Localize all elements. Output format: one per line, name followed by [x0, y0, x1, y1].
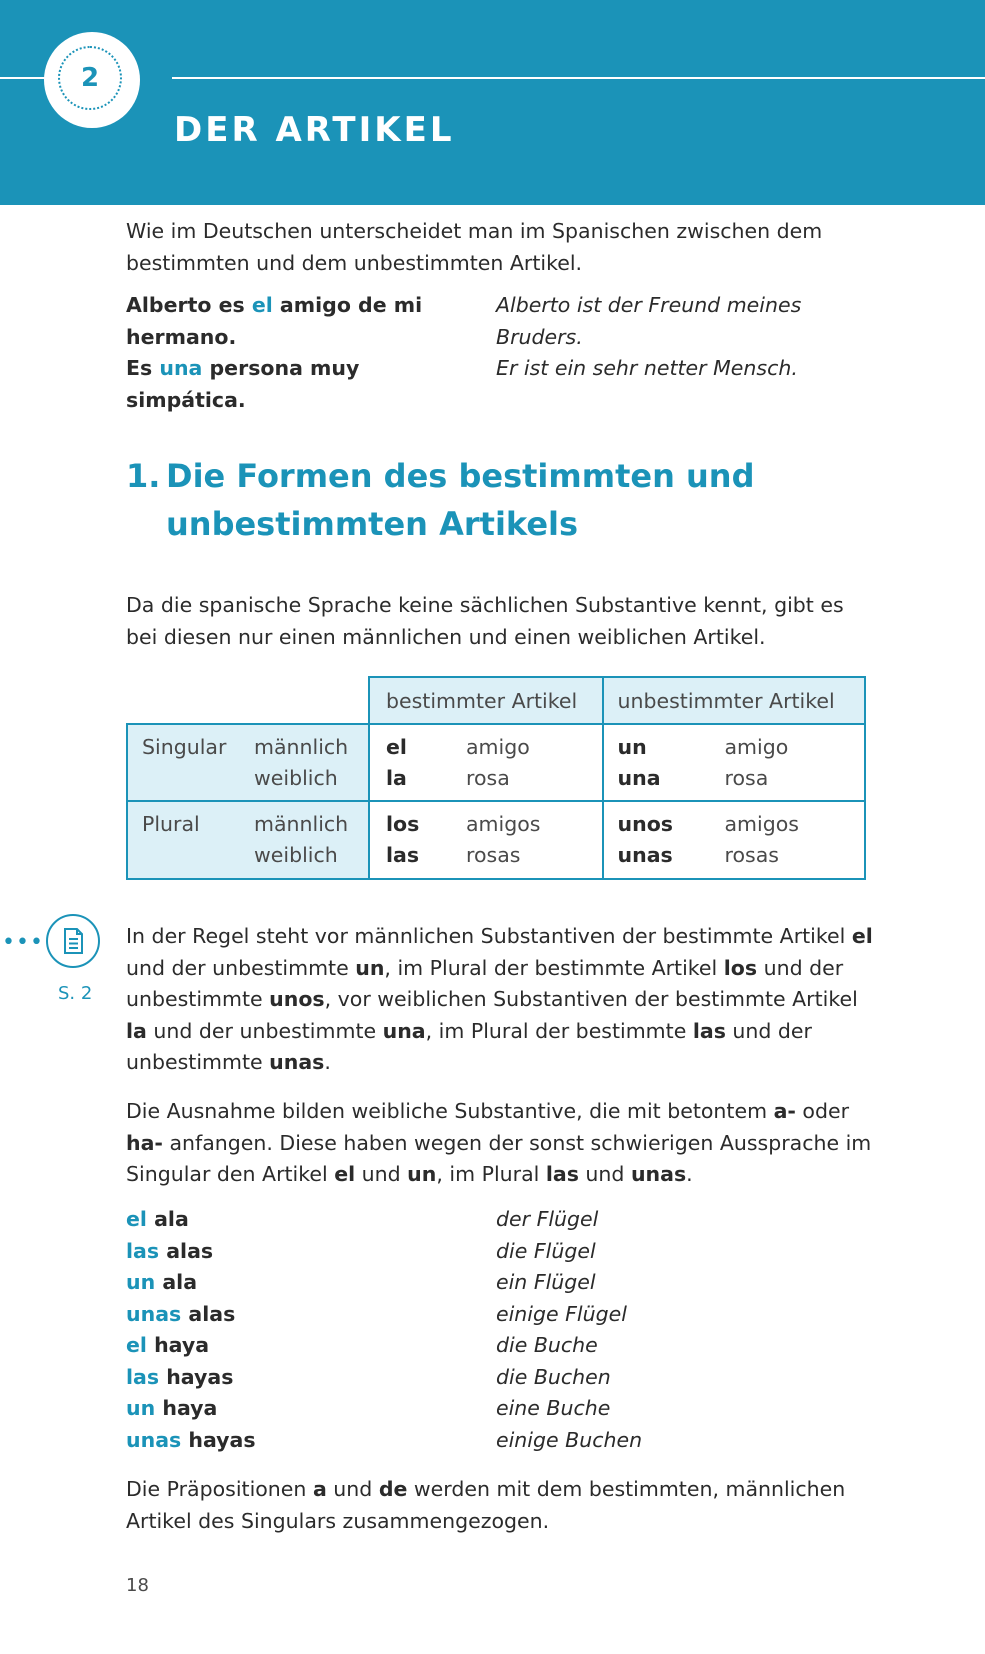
article-word: unas — [126, 1301, 182, 1326]
chapter-title: DER ARTIKEL — [174, 110, 455, 150]
bold-term: a — [312, 1477, 327, 1501]
table-header-indefinite — [602, 676, 867, 725]
article-word: el — [126, 1207, 147, 1231]
page-number: 18 — [126, 1575, 149, 1596]
list-item — [126, 1299, 886, 1331]
spanish-phrase — [126, 1267, 197, 1299]
german-translation: die Buchen — [496, 1364, 611, 1389]
chapter-number: 2 — [58, 46, 122, 110]
example-es-2-part: Es — [126, 356, 160, 380]
article-word: un — [126, 1270, 156, 1294]
bold-term: las — [545, 1162, 579, 1186]
example-de-2: Er ist ein sehr netter Mensch. — [496, 356, 798, 380]
chapter-header — [0, 0, 985, 205]
bold-term: el — [334, 1162, 356, 1186]
text-run: und der unbestimmte — [126, 955, 356, 980]
text-run: , im Plural der bestimmte — [425, 1018, 693, 1043]
text-run: , vor weiblichen Substantiven der bestimmte Artikel — [324, 987, 858, 1011]
noun-word: rosas — [466, 843, 521, 867]
list-item — [126, 1204, 886, 1236]
article-word: un — [126, 1396, 156, 1420]
bold-article: los — [723, 955, 758, 980]
german-translation: die Buche — [496, 1333, 598, 1357]
noun-word: rosa — [466, 765, 510, 790]
table-row-singular-indefinite — [602, 723, 867, 803]
bold-term: unas — [630, 1162, 687, 1186]
text-run: . — [324, 1050, 331, 1074]
example-es-1 — [126, 290, 466, 353]
noun-word: haya — [162, 1396, 218, 1420]
bold-article: un — [355, 955, 385, 980]
bold-article: la — [126, 1018, 147, 1043]
table-row-plural-definite — [368, 800, 604, 880]
list-item — [126, 1362, 886, 1394]
bold-term: a- — [773, 1099, 796, 1123]
noun-word: amigos — [466, 812, 541, 836]
article-word: los — [386, 812, 420, 836]
article-word: una — [617, 765, 661, 790]
text-run: und der unbestimmte — [146, 1018, 383, 1043]
german-translation: der Flügel — [496, 1207, 599, 1231]
gender-label: männlich — [254, 812, 349, 836]
bold-article: el — [851, 924, 873, 948]
table-row-singular-label — [126, 723, 371, 803]
text-run: und der unbestimmte — [126, 1018, 812, 1074]
article-word: unos — [617, 812, 673, 836]
noun-word: amigo — [724, 734, 789, 759]
bold-article: una — [382, 1018, 426, 1043]
number-label: Plural — [142, 812, 200, 836]
gender-label: weiblich — [254, 765, 338, 790]
intro-paragraph: Wie im Deutschen unterscheidet man im Spanischen zwischen dem bestimmten und dem unbestimmten Artikel. — [126, 219, 823, 275]
article-word: las — [386, 843, 420, 867]
list-item — [126, 1330, 886, 1362]
section-number: 1. — [126, 457, 161, 495]
exception-paragraph — [126, 1096, 876, 1191]
example-es-2 — [126, 353, 466, 416]
spanish-phrase — [126, 1299, 235, 1331]
article-table — [126, 676, 866, 883]
table-header-definite — [368, 676, 604, 725]
article-word: el — [126, 1333, 147, 1357]
bold-article: unos — [269, 987, 325, 1011]
text-run: oder — [795, 1099, 850, 1123]
example-word-list — [126, 1204, 886, 1456]
gender-label: weiblich — [254, 843, 338, 867]
list-item — [126, 1267, 886, 1299]
cross-reference-dots: ••• — [2, 930, 44, 955]
spanish-phrase — [126, 1393, 217, 1425]
noun-word: hayas — [166, 1364, 234, 1389]
noun-word: alas — [166, 1238, 214, 1263]
gender-label: männlich — [254, 734, 349, 759]
article-word: el — [386, 734, 407, 759]
german-translation: ein Flügel — [496, 1270, 596, 1294]
text-run: und — [578, 1162, 631, 1186]
list-item — [126, 1425, 886, 1457]
article-word: la — [386, 765, 407, 790]
example-es-2-article: una — [159, 356, 203, 380]
bold-term: un — [407, 1162, 437, 1186]
example-es-1-part: amigo de mi hermano. — [126, 293, 423, 349]
spanish-phrase — [126, 1362, 233, 1394]
text-run: anfangen. Diese haben wegen der sonst schwierigen Aussprache im Singular den Artikel — [126, 1130, 872, 1186]
noun-word: amigos — [724, 812, 799, 836]
text-run: In der Regel steht vor männlichen Substantiven der bestimmte Artikel — [126, 924, 852, 948]
article-word: unas — [617, 843, 673, 867]
section-title: Die Formen des bestimmten und unbestimmten Artikels — [166, 457, 755, 543]
table-header-label: unbestimmter Artikel — [617, 689, 835, 713]
noun-word: ala — [162, 1270, 198, 1294]
noun-word: hayas — [188, 1427, 256, 1452]
example-es-1-article: el — [251, 293, 273, 317]
text-run: und — [355, 1162, 408, 1186]
example-es-1-part: Alberto es — [126, 293, 252, 317]
header-rule-right — [172, 77, 985, 79]
text-run: werden mit dem bestimmten, männlichen Artikel des Singulars zusammengezogen. — [126, 1477, 846, 1533]
noun-word: haya — [154, 1333, 210, 1357]
bold-term: de — [378, 1477, 408, 1501]
section-paragraph: Da die spanische Sprache keine sächlichen Substantive kennt, gibt es bei diesen nur einen männlichen und einen weiblichen Artikel. — [126, 593, 844, 649]
number-label: Singular — [142, 734, 227, 759]
example-es-2-part: persona muy simpática. — [126, 356, 360, 412]
text-run: . — [686, 1162, 693, 1186]
german-translation: einige Flügel — [496, 1301, 627, 1326]
chapter-badge — [44, 32, 140, 128]
closing-paragraph — [126, 1474, 876, 1537]
text-run: und der unbestimmte — [126, 955, 844, 1011]
text-run: Die Präpositionen — [126, 1477, 313, 1501]
noun-word: rosa — [724, 765, 769, 790]
page-reference-link[interactable]: S. 2 — [58, 983, 93, 1004]
document-icon[interactable] — [46, 914, 100, 968]
table-row-plural-indefinite — [602, 800, 867, 880]
text-run: , im Plural — [436, 1162, 546, 1186]
bold-term: ha- — [126, 1130, 163, 1155]
text-run: und — [326, 1477, 379, 1501]
spanish-phrase — [126, 1236, 213, 1268]
example-de-1: Alberto ist der Freund meines Bruders. — [496, 293, 802, 349]
noun-word: alas — [188, 1301, 236, 1326]
spanish-phrase — [126, 1330, 209, 1362]
german-translation: die Flügel — [496, 1238, 596, 1263]
noun-word: amigo — [466, 734, 530, 759]
spanish-phrase — [126, 1425, 256, 1457]
table-header-label: bestimmter Artikel — [386, 689, 578, 713]
text-run: , im Plural der bestimmte Artikel — [384, 955, 724, 980]
table-row-singular-definite — [368, 723, 604, 803]
list-item — [126, 1236, 886, 1268]
german-translation: eine Buche — [496, 1396, 611, 1420]
bold-article: las — [692, 1018, 726, 1043]
header-rule-left — [0, 77, 48, 79]
article-word: un — [617, 734, 647, 759]
article-word: unas — [126, 1427, 182, 1452]
article-word: las — [126, 1238, 160, 1263]
spanish-phrase — [126, 1204, 189, 1236]
german-translation: einige Buchen — [496, 1427, 643, 1452]
rule-paragraph — [126, 921, 876, 1079]
list-item — [126, 1393, 886, 1425]
noun-word: ala — [154, 1207, 189, 1231]
article-word: las — [126, 1364, 160, 1389]
table-row-plural-label — [126, 800, 371, 880]
bold-article: unas — [269, 1050, 325, 1074]
text-run: Die Ausnahme bilden weibliche Substantive, die mit betontem — [126, 1099, 774, 1123]
noun-word: rosas — [724, 843, 779, 867]
